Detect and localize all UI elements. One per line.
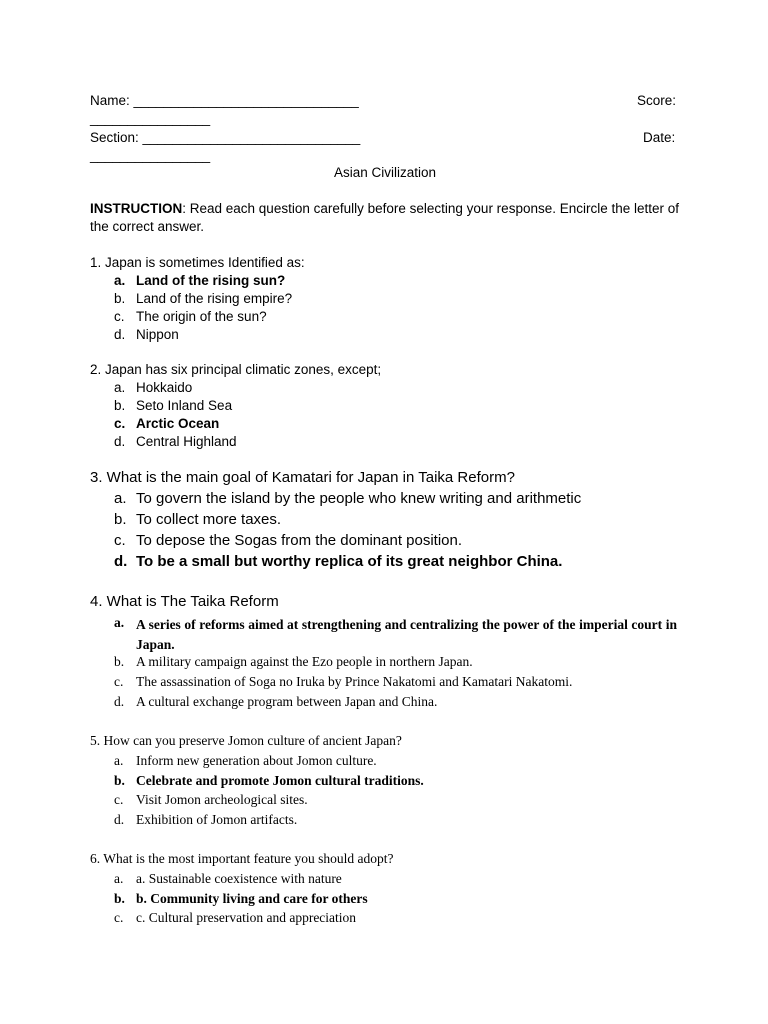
question-6-prompt: 6. What is the most important feature you should adopt? xyxy=(90,851,394,866)
section-field-label: Section: _____________________________ xyxy=(90,130,361,145)
date-blank: ________________ xyxy=(90,148,211,163)
instruction-label: INSTRUCTION xyxy=(90,201,183,216)
score-label: Score: xyxy=(637,93,677,108)
question-2-prompt: 2. Japan has six principal climatic zones, except; xyxy=(90,362,382,377)
name-field-label: Name: ______________________________ xyxy=(90,93,359,108)
instruction-line-2: the correct answer. xyxy=(90,219,205,234)
question-1-prompt: 1. Japan is sometimes Identified as: xyxy=(90,255,305,270)
question-5-prompt: 5. How can you preserve Jomon culture of ancient Japan? xyxy=(90,733,402,748)
instruction-line-1 xyxy=(90,201,679,216)
question-3-prompt: 3. What is the main goal of Kamatari for Japan in Taika Reform? xyxy=(90,469,515,486)
instruction-text: : Read each question carefully before selecting your response. Encircle the letter of xyxy=(182,201,680,216)
date-label: Date: xyxy=(643,130,676,145)
question-4-prompt: 4. What is The Taika Reform xyxy=(90,593,279,610)
page-title: Asian Civilization xyxy=(334,165,437,180)
score-blank: ________________ xyxy=(90,111,211,126)
